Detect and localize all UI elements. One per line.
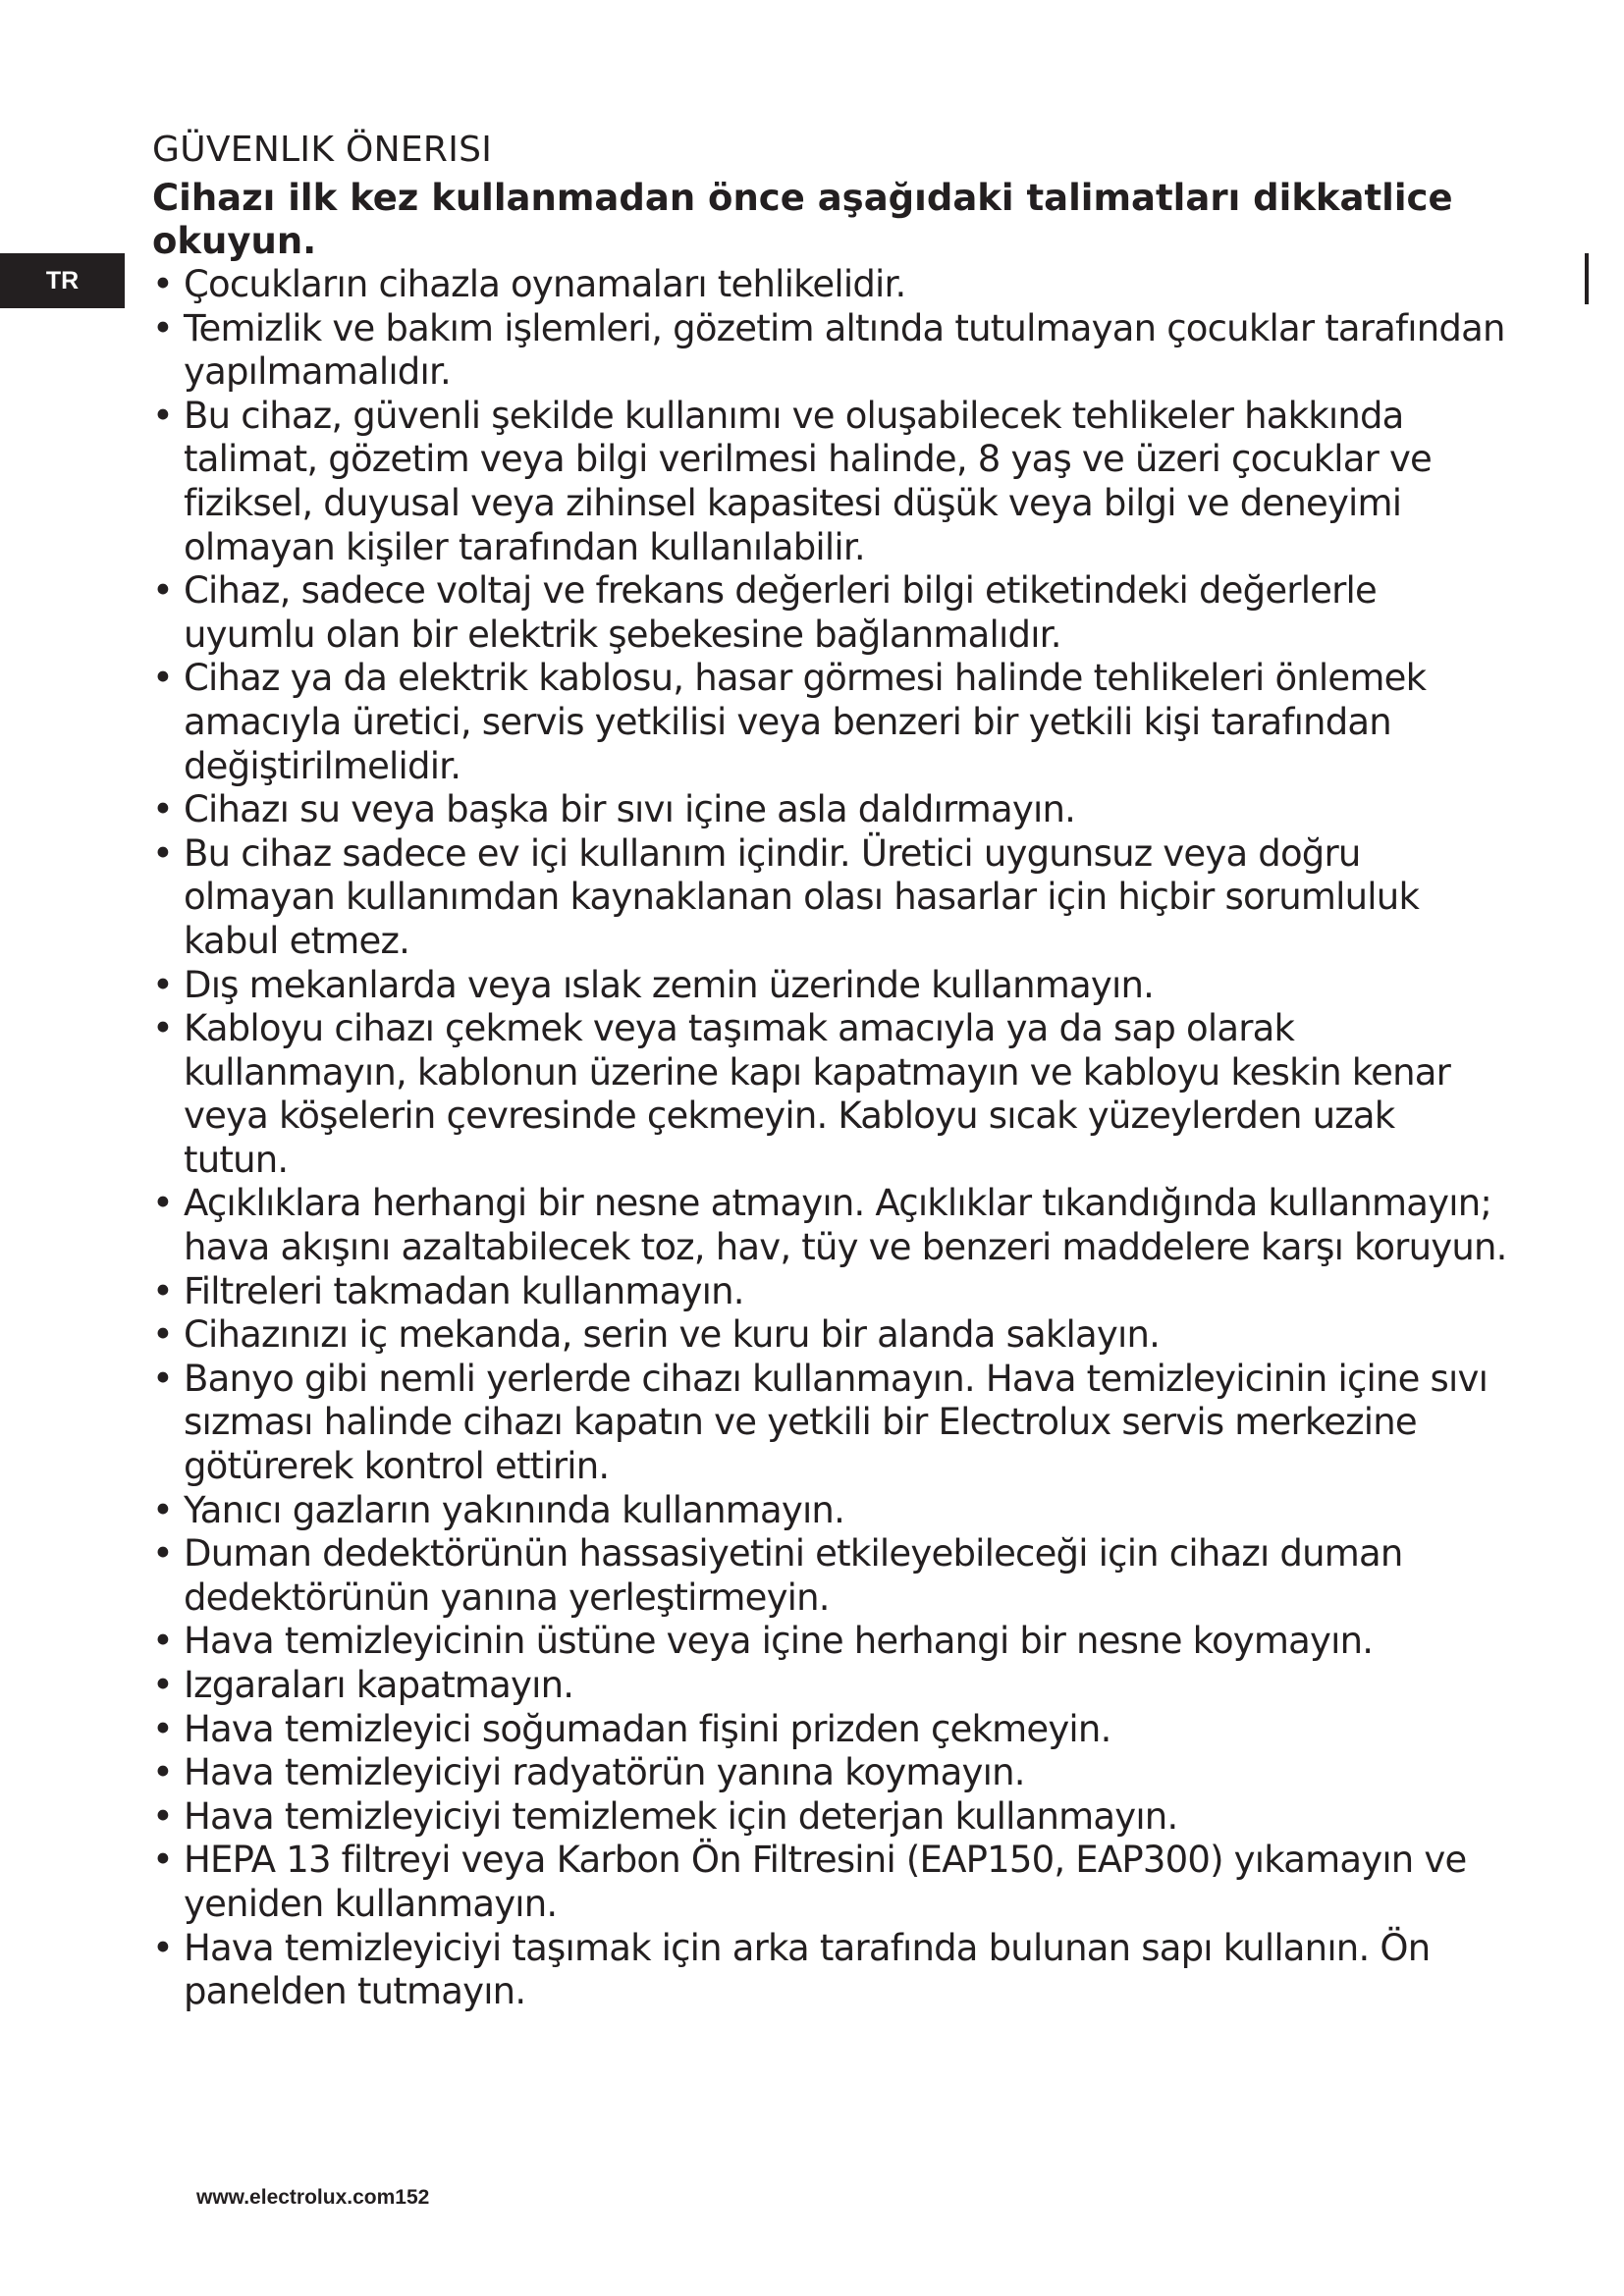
list-item-text: Hava temizleyiciyi temizlemek için deterjan kullanmayın. xyxy=(184,1794,1178,1838)
list-item-text: Cihaz, sadece voltaj ve frekans değerleri bilgi etiketindeki değerlerle uyumlu olan bir elektrik şebekesine bağlanmalıdır. xyxy=(184,569,1378,656)
list-item xyxy=(152,1313,1507,1358)
bullet-icon: • xyxy=(152,788,174,831)
bullet-icon: • xyxy=(152,1926,174,1969)
bullet-icon: • xyxy=(152,569,174,613)
list-item-text: Duman dedektörünün hassasiyetini etkileyebileceği için cihazı duman dedektörünün yanına yerleştirmeyin. xyxy=(184,1532,1403,1619)
list-item-text: Hava temizleyici soğumadan fişini prizden çekmeyin. xyxy=(184,1707,1111,1750)
list-item xyxy=(152,1620,1507,1664)
list-item xyxy=(152,1708,1507,1752)
list-item-text: Hava temizleyiciyi radyatörün yanına koymayın. xyxy=(184,1751,1025,1794)
bullet-icon: • xyxy=(152,1707,174,1750)
bullet-icon: • xyxy=(152,963,174,1006)
bullet-icon: • xyxy=(152,263,174,305)
list-item-text: Temizlik ve bakım işlemleri, gözetim altında tutulmayan çocuklar tarafından yapılmamalıdır. xyxy=(184,306,1505,394)
list-item-text: Çocukların cihazla oynamaları tehlikelidir. xyxy=(184,263,906,305)
list-item-text: HEPA 13 filtreyi veya Karbon Ön Filtresini (EAP150, EAP300) yıkamayın ve yeniden kullanmayın. xyxy=(184,1839,1467,1925)
list-item-text: Açıklıklara herhangi bir nesne atmayın. Açıklıklar tıkandığında kullanmayın; hava akışını azaltabilecek toz, hav, tüy ve benzeri maddelere karşı koruyun. xyxy=(184,1182,1507,1269)
list-item-text: Izgaraları kapatmayın. xyxy=(184,1664,574,1706)
bullet-icon: • xyxy=(152,1620,174,1663)
bullet-icon: • xyxy=(152,1357,174,1400)
list-item xyxy=(152,569,1507,657)
bullet-icon: • xyxy=(152,1313,174,1357)
list-item xyxy=(152,1270,1507,1314)
list-item-text: Bu cihaz sadece ev içi kullanım içindir. Üretici uygunsuz veya doğru olmayan kullanımdan kaynaklanan olası hasarlar için hiçbir sorumluluk kabul etmez. xyxy=(184,831,1420,962)
list-item xyxy=(152,1182,1507,1269)
list-item-text: Cihazı su veya başka bir sıvı içine asla daldırmayın. xyxy=(184,788,1076,831)
language-tab: TR xyxy=(0,253,125,308)
bullet-icon: • xyxy=(152,1664,174,1706)
list-item xyxy=(152,788,1507,832)
list-item xyxy=(152,1664,1507,1708)
list-item xyxy=(152,307,1507,395)
margin-marker xyxy=(1585,253,1589,304)
list-item xyxy=(152,1927,1507,2014)
bullet-icon: • xyxy=(152,394,174,437)
list-item-text: Hava temizleyiciyi taşımak için arka tarafında bulunan sapı kullanın. Ön panelden tutmayın. xyxy=(184,1926,1431,2013)
list-item xyxy=(152,1007,1507,1182)
list-item-text: Hava temizleyicinin üstüne veya içine herhangi bir nesne koymayın. xyxy=(184,1620,1374,1663)
list-item xyxy=(152,263,1507,307)
list-item-text: Dış mekanlarda veya ıslak zemin üzerinde kullanmayın. xyxy=(184,963,1155,1006)
bullet-icon: • xyxy=(152,1532,174,1575)
bullet-icon: • xyxy=(152,1007,174,1050)
bullet-icon: • xyxy=(152,1751,174,1794)
list-item xyxy=(152,1358,1507,1489)
list-item xyxy=(152,395,1507,569)
list-item xyxy=(152,657,1507,788)
list-item-text: Filtreleri takmadan kullanmayın. xyxy=(184,1269,744,1312)
list-item-text: Bu cihaz, güvenli şekilde kullanımı ve oluşabilecek tehlikeler hakkında talimat, gözetim veya bilgi verilmesi halinde, 8 yaş ve üzeri çocuklar ve fiziksel, duyusal veya zihinsel kapasitesi düşük veya bilgi ve deneyimi olmayan kişiler tarafından kullanılabilir. xyxy=(184,394,1433,568)
safety-section xyxy=(152,126,1507,2014)
list-item xyxy=(152,1751,1507,1795)
bullet-icon: • xyxy=(152,831,174,875)
bullet-icon: • xyxy=(152,1269,174,1312)
list-item xyxy=(152,964,1507,1008)
list-item xyxy=(152,1795,1507,1840)
list-item-text: Yanıcı gazların yakınında kullanmayın. xyxy=(184,1488,845,1531)
safety-list xyxy=(152,263,1507,2014)
bullet-icon: • xyxy=(152,1839,174,1882)
section-title: GÜVENLIK ÖNERISI xyxy=(152,130,493,170)
list-item-text: Cihaz ya da elektrik kablosu, hasar görmesi halinde tehlikeleri önlemek amacıyla üretici, servis yetkilisi veya benzeri bir yetkili kişi tarafından değiştirilmelidir. xyxy=(184,657,1427,787)
bullet-icon: • xyxy=(152,1488,174,1531)
list-item xyxy=(152,1532,1507,1620)
list-item-text: Kabloyu cihazı çekmek veya taşımak amacıyla ya da sap olarak kullanmayın, kablonun üzerine kapı kapatmayın ve kabloyu keskin kenar veya köşelerin çevresinde çekmeyin. Kabloyu sıcak yüzeylerden uzak tutun. xyxy=(184,1007,1451,1181)
list-item-text: Banyo gibi nemli yerlerde cihazı kullanmayın. Hava temizleyicinin içine sıvı sızması halinde cihazı kapatın ve yetkili bir Electrolux servis merkezine götürerek kontrol ettirin. xyxy=(184,1357,1489,1488)
list-item xyxy=(152,1839,1507,1926)
list-item xyxy=(152,1489,1507,1533)
list-item-text: Cihazınızı iç mekanda, serin ve kuru bir alanda saklayın. xyxy=(184,1313,1161,1357)
list-item xyxy=(152,832,1507,964)
bullet-icon: • xyxy=(152,1794,174,1838)
bullet-icon: • xyxy=(152,1182,174,1225)
footer-url: www.electrolux.com152 xyxy=(196,2186,430,2209)
intro-heading: Cihazı ilk kez kullanmadan önce aşağıdaki talimatları dikkatlice okuyun. xyxy=(152,177,1453,262)
bullet-icon: • xyxy=(152,306,174,349)
bullet-icon: • xyxy=(152,657,174,700)
